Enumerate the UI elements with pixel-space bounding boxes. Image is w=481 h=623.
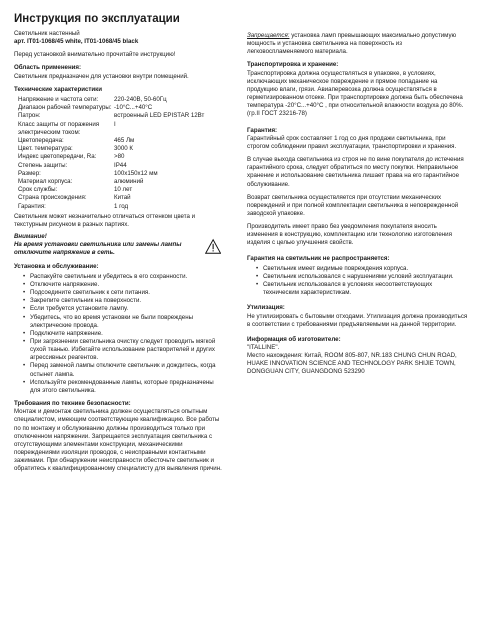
spec-value: Китай <box>114 194 131 202</box>
purpose-heading: Область применения: <box>14 64 82 72</box>
list-item: • Светильник имеет видимые повреждения корпуса. <box>247 265 469 273</box>
manufacturer-name: "ITALLINE". <box>247 344 280 351</box>
right-column <box>247 32 469 377</box>
spec-value: I <box>114 120 116 128</box>
spec-label: Класс защиты от поражения электрическим током: <box>18 120 100 136</box>
spec-value: 465 Лм <box>114 136 135 144</box>
specs-heading: Технические характеристики <box>14 85 103 93</box>
spec-label: Страна происхождения: <box>18 194 87 202</box>
warning-triangle-icon <box>205 236 221 257</box>
spec-label: Цвет. температура: <box>18 145 73 153</box>
spec-label: Срок службы: <box>18 186 58 194</box>
specs-table <box>18 96 225 211</box>
spec-value: алюминий <box>114 177 144 185</box>
intro-text: Перед установкой внимательно прочитайте инструкцию! <box>14 51 176 59</box>
warning-text: На время установки светильника или замены лампы отключите напряжение в сеть. <box>14 241 182 257</box>
spec-label: Цветопередача: <box>18 136 64 144</box>
warning-block <box>14 233 225 257</box>
install-list <box>14 273 225 395</box>
transport-text: Транспортировка должна осуществляться в упаковке, в условиях, исключающих механическое повреждение и прямое попадание на продукцию влаги, грязи. Авиаперевозка должна осуществляться в герметизированном отсеке. При транспортировке должна быть обеспечена температура -20°C...+40°C , при относительной влажности воздуха до 80%. (гр.II ГОСТ 23216-78) <box>247 69 464 118</box>
spec-value: 10 лет <box>114 186 133 194</box>
purpose-text: Светильник предназначен для установки внутри помещений. <box>14 72 189 80</box>
spec-label: Размер: <box>18 169 41 177</box>
list-item: • Закрепите светильник на поверхности. <box>14 297 225 305</box>
spec-label: Степень защиты: <box>18 161 68 169</box>
warning-heading: Внимание! <box>14 233 47 241</box>
left-column <box>14 0 225 473</box>
list-item: • Перед заменой лампы отключите светильник и дождитесь, когда остынет лампа. <box>14 362 225 378</box>
spec-label: Напряжение и частота сети: <box>18 95 99 103</box>
safety-text: Монтаж и демонтаж светильника должен осуществляться опытным специалистом, имеющим соответствующие квалификацию. Все работы по по монтажу и обслуживанию должны производиться только при отключенном напряжении. Запрещается эксплуатация светильника с отсутствующими элементами конструкции, механическими повреждениями изоляции проводов, с неисправными контактными зажимами. При обнаружении неисправности обесточьте светильник и обратитесь к квалифицированному специалисту для выявления причин. <box>14 408 222 473</box>
spec-label: Индекс цветопередачи, Ra: <box>18 153 97 161</box>
spec-value: -10°C...+40°C <box>114 104 153 112</box>
spec-value: 3000 К <box>114 145 133 153</box>
list-item: • Если требуется установите лампу. <box>14 305 225 313</box>
disposal-heading: Утилизация: <box>247 304 285 312</box>
transport-heading: Транспортировка и хранение: <box>247 61 339 69</box>
list-item: • При загрязнении светильника очистку следует проводить мягкой сухой тканью. Избегайте использование растворителей и других агрессивных реагентов. <box>14 338 225 362</box>
document-title: Инструкция по эксплуатации <box>14 13 180 25</box>
spec-label: Патрон: <box>18 112 41 120</box>
warranty-paragraph-4: Производитель имеет право без уведомления покупателя вносить изменения в конструкцию, комплектацию или технологию изготовления изделия с целью улучшения свойств. <box>247 223 452 247</box>
no-warranty-list <box>247 265 469 298</box>
spec-value: 100х150х12 мм <box>114 169 158 177</box>
variation-note: Светильник может незначительно отличаться оттенком цвета и текстурным рисунком в разных партиях. <box>14 212 196 228</box>
list-item: • Распакуйте светильник и убедитесь в его сохранности. <box>14 273 225 281</box>
list-item: • Отключите напряжение. <box>14 281 225 289</box>
install-heading: Установка и обслуживание: <box>14 262 99 270</box>
forbidden-text: установка ламп превышающих максимально допустимую мощность и установка светильника на поверхность из легковоспламеняемого материала. <box>247 32 457 56</box>
disposal-text: Не утилизировать с бытовыми отходами. Утилизация должна производиться в соответствии с требованиями предъявляемыми на данной территории. <box>247 312 468 328</box>
list-item: • Светильник использовался с нарушениями условий эксплуатации. <box>247 273 469 281</box>
warranty-paragraph-2: В случае выхода светильника из строя не по вине покупателя до истечения гарантийного срока, следует обратиться по месту покупки. Неправильное хранение и использование светильника лишает права на его гарантийное обслуживание. <box>247 156 464 188</box>
spec-value: встроенный LED EPISTAR 12Вт <box>114 112 205 120</box>
warranty-paragraph-1: Гарантийный срок составляет 1 год со дня продажи светильника, при строгом соблюдении правил эксплуатации, транспортировки и хранения. <box>247 134 457 150</box>
safety-heading: Требования по технике безопасности: <box>14 400 131 408</box>
no-warranty-heading: Гарантия на светильник не распространяется: <box>247 254 390 262</box>
spec-value: 1 год <box>114 202 129 210</box>
list-item: • Подсоедините светильник к сети питания. <box>14 289 225 297</box>
spec-label: Гарантия: <box>18 202 46 210</box>
forbidden-label: Запрещается: <box>247 32 290 39</box>
warranty-paragraph-3: Возврат светильника осуществляется при отсутствии механических повреждений и при полной комплектации светильника в неповрежденной заводской упаковке. <box>247 193 459 217</box>
spec-value: 220-240В, 50-60Гц <box>114 95 167 103</box>
spec-label: Диапазон рабочей температуры: <box>18 104 112 112</box>
manufacturer-heading: Информация об изготовителе: <box>247 335 341 343</box>
spec-value: IP44 <box>114 161 127 169</box>
list-item: • Светильник использовался в условиях несоответствующих техническим характеристикам. <box>247 281 469 297</box>
spec-value: >80 <box>114 153 125 161</box>
product-models: арт. IT01-1068/45 white, IT01-1068/45 black <box>14 38 139 46</box>
manufacturer-address: Место нахождения: Китай, ROOM 805-807, NR.183 CHUNG CHUN ROAD, HUAKE INNOVATION SCIENCE AND TECHNOLOGY PARK SHIJIE TOWN, DONGGUAN CITY, GUANGDONG 523290 <box>247 352 457 376</box>
product-subtitle: Светильник настенный <box>14 30 80 37</box>
forbidden-paragraph <box>247 32 469 56</box>
list-item: • Убедитесь, что во время установки не были повреждены электрические провода. <box>14 314 225 330</box>
warranty-heading: Гарантия: <box>247 126 278 134</box>
list-item: • Используйте рекомендованные лампы, которые предназначены для этого светильника. <box>14 379 225 395</box>
list-item: • Подключите напряжение. <box>14 330 225 338</box>
spec-label: Материал корпуса: <box>18 177 73 185</box>
